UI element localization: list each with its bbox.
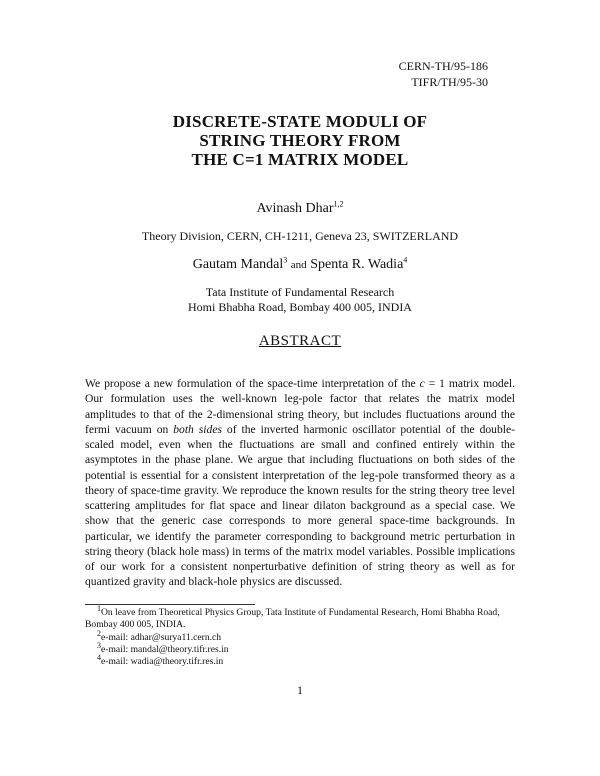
author-conjunction: and [290,259,307,271]
report-number-tifr: TIFR/TH/95-30 [411,75,488,89]
paper-title [0,112,600,169]
author-marks: 3 [283,255,288,265]
abstract-text: = 1 matrix model. Our formulation uses the well-known leg-pole factor that relates the matrix model amplitudes to that of the 2-dimensional string theory, but includes fluctuations around the fermi vacuum on [85,377,515,436]
footnote-mark: 2 [97,628,101,638]
page-number: 1 [297,683,303,697]
footnote-mark: 4 [97,653,101,662]
abstract-body [85,376,515,590]
abstract-math-c: c [419,377,425,390]
abstract-heading: ABSTRACT [258,333,342,349]
affiliation-line: Tata Institute of Fundamental Research [205,285,395,299]
author-name: Spenta R. Wadia [310,257,404,272]
footnotes [85,603,515,668]
affiliation-cern: Theory Division, CERN, CH-1211, Geneva 23, SWITZERLAND [141,229,459,243]
authors-mandal-wadia [0,257,600,273]
abstract-text: We propose a new formulation of the space-time interpretation of the [85,377,420,390]
report-number-cern: CERN-TH/95-186 [398,59,488,73]
author-marks: 4 [403,255,408,265]
author-marks: 1,2 [333,199,344,209]
footnote-text: e-mail: mandal@theory.tifr.res.in [101,643,229,655]
footnote [85,628,515,644]
title-line-1: DISCRETE-STATE MODULI OF [172,112,428,131]
footnote-text: e-mail: adhar@surya11.cern.ch [101,631,222,643]
report-numbers [399,58,488,90]
author-name: Avinash Dhar [256,201,334,216]
author-name: Gautam Mandal [192,257,284,272]
footnote-rule [85,604,255,605]
footnote-mark: 3 [97,640,101,650]
title-line-3: THE C=1 MATRIX MODEL [191,150,409,169]
footnote-mark: 1 [97,603,101,613]
author-dhar [0,201,600,217]
footnote [85,640,515,656]
abstract-emphasis: both sides [173,422,222,436]
footnote-text: On leave from Theoretical Physics Group, Tata Institute of Fundamental Research, Homi Bhabha Road, Bombay 400 005, INDIA. [85,607,500,631]
affiliation-line: Homi Bhabha Road, Bombay 400 005, INDIA [188,300,412,314]
footnote-text: e-mail: wadia@theory.tifr.res.in [101,656,224,668]
footnote [85,653,515,668]
footnote [85,603,515,632]
affiliation-tifr [0,285,600,315]
abstract-text: of the inverted harmonic oscillator potential of the double-scaled model, even when the fluctuations are small and confined entirely within the asymptotes in the phase plane. We argue that including fluctuations on both sides of the potential is essential for a consistent interpretation of the leg-pole transformed theory as a theory of space-time gravity. We reproduce the known results for the string theory tree level scattering amplitudes for flat space and linear dilaton background as a special case. We show that the generic case corresponds to more general space-time backgrounds. In particular, we identify the parameter corresponding to background metric perturbation in string theory (black hole mass) in terms of the matrix model variables. Possible implications of our work for a consistent nonperturbative definition of string theory as well as for quantized gravity and black-hole physics are discussed. [85,422,515,589]
title-line-2: STRING THEORY FROM [199,131,401,150]
